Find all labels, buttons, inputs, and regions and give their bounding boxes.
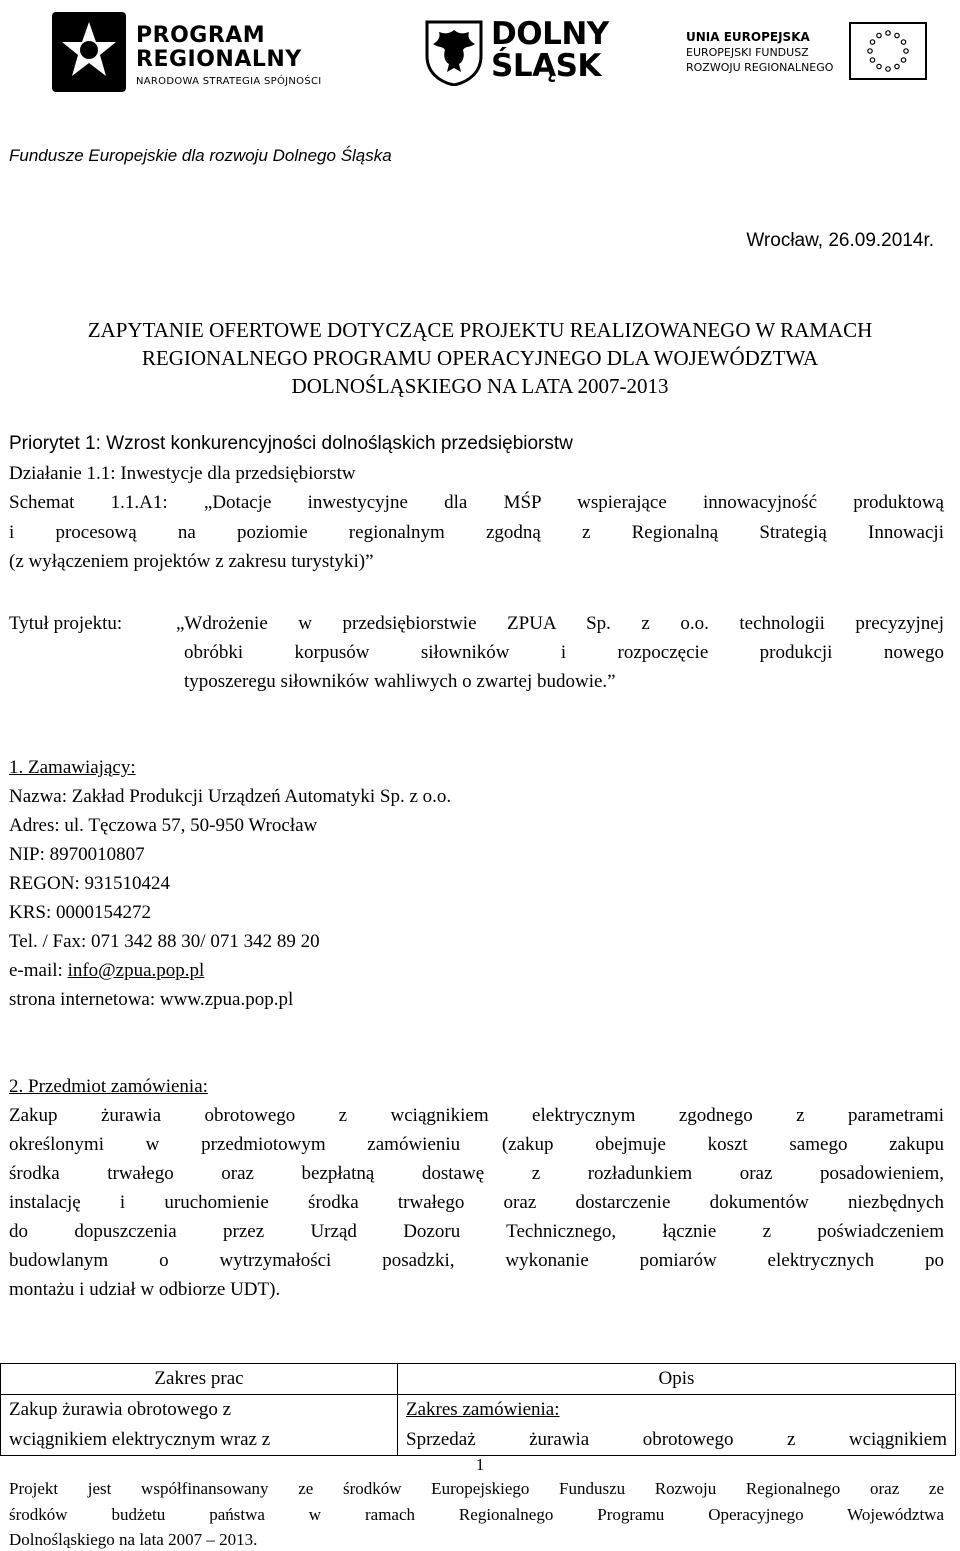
przedmiot-line-3: środka trwałego oraz bezpłatną dostawę z rozładunkiem oraz posadowieniem, (9, 1163, 944, 1184)
zamawiajacy-regon: REGON: 931510424 (9, 873, 170, 894)
footer-line-1: Projekt jest współfinansowany ze środków Europejskiego Funduszu Rozwoju Regionalnego oraz ze (9, 1479, 944, 1498)
tytul-label: Tytuł projektu: (9, 613, 123, 634)
przedmiot-line-5: do dopuszczenia przez Urząd Dozoru Technicznego, łącznie z poświadczeniem (9, 1221, 944, 1242)
eu-logo (686, 22, 938, 82)
przedmiot-line-6: budowlanym o wytrzymałości posadzki, wykonanie pomiarów elektrycznych po (9, 1250, 944, 1271)
przedmiot-line-4: instalację i uruchomienie środka trwałego oraz dostarczenie dokumentów niezbędnych (9, 1192, 944, 1213)
schemat-line-1: Schemat 1.1.A1: „Dotacje inwestycyjne dla MŚP wspierające innowacyjność produktową (9, 492, 944, 513)
dolny-slask-text: DOLNY ŚLĄSK (491, 16, 609, 84)
document-title: ZAPYTANIE OFERTOWE DOTYCZĄCE PROJEKTU REALIZOWANEGO W RAMACH REGIONALNEGO PROGRAMU OPERACYJNEGO DLA WOJEWÓDZTWA DOLNOŚLĄSKIEGO NA LATA 2007-2013 (87, 318, 873, 398)
table-header-row (1, 1364, 956, 1395)
zamawiajacy-tel: Tel. / Fax: 071 342 88 30/ 071 342 89 20 (9, 931, 320, 952)
table-row (1, 1395, 956, 1456)
priorytet-line: Priorytet 1: Wzrost konkurencyjności dolnośląskich przedsiębiorstw (9, 433, 573, 454)
program-logo-text: PROGRAM REGIONALNY (136, 23, 302, 72)
przedmiot-heading: 2. Przedmiot zamówienia: (9, 1076, 208, 1097)
eu-flag-icon (849, 22, 927, 80)
header-logos (0, 0, 960, 110)
tytul-line-2: obróbki korpusów siłowników i rozpoczęcie produkcji nowego (184, 642, 944, 663)
page-number: 1 (475, 1455, 485, 1474)
schemat-line-2: i procesową na poziomie regionalnym zgodną z Regionalną Strategią Innowacji (9, 522, 944, 543)
zamawiajacy-adres: Adres: ul. Tęczowa 57, 50-950 Wrocław (9, 815, 318, 836)
program-regionalny-logo (52, 12, 352, 97)
eagle-crest-icon (425, 20, 483, 86)
eu-logo-text: UNIA EUROPEJSKA EUROPEJSKI FUNDUSZ ROZWOJU REGIONALNEGO (686, 30, 834, 74)
zamawiajacy-www: strona internetowa: www.zpua.pop.pl (9, 989, 294, 1010)
przedmiot-line-2: określonymi w przedmiotowym zamówieniu (zakup obejmuje koszt samego zakupu (9, 1134, 944, 1155)
dzialanie-line: Działanie 1.1: Inwestycje dla przedsiębiorstw (9, 463, 356, 484)
przedmiot-line-1: Zakup żurawia obrotowego z wciągnikiem elektrycznym zgodnego z parametrami (9, 1105, 944, 1126)
document-date: Wrocław, 26.09.2014r. (746, 230, 934, 251)
tytul-line-3: typoszeregu siłowników wahliwych o zwartej budowie.” (184, 671, 616, 692)
przedmiot-line-7: montażu i udział w odbiorze UDT). (9, 1279, 281, 1300)
zamawiajacy-email-row (9, 960, 204, 982)
table-cell-opis: Zakres zamówienia: Sprzedaż żurawia obrotowego z wciągnikiem (398, 1395, 956, 1456)
dolny-slask-logo (425, 18, 615, 90)
tytul-line-1: „Wdrożenie w przedsiębiorstwie ZPUA Sp. z o.o. technologii precyzyjnej (176, 613, 944, 634)
program-star-icon (52, 12, 126, 92)
zamawiajacy-heading: 1. Zamawiający: (9, 757, 136, 778)
fund-line: Fundusze Europejskie dla rozwoju Dolnego Śląska (9, 146, 392, 165)
footer-line-3: Dolnośląskiego na lata 2007 – 2013. (9, 1530, 258, 1549)
table-cell-zakres: Zakup żurawia obrotowego z wciągnikiem elektrycznym wraz z (1, 1395, 398, 1456)
program-logo-subtext: NARODOWA STRATEGIA SPÓJNOŚCI (136, 76, 322, 87)
email-label: e-mail: (9, 960, 68, 981)
footer-line-2: środków budżetu państwa w ramach Regionalnego Programu Operacyjnego Województwa (9, 1505, 944, 1524)
zamawiajacy-krs: KRS: 0000154272 (9, 902, 151, 923)
zamawiajacy-nip: NIP: 8970010807 (9, 844, 145, 865)
email-link[interactable]: info@zpua.pop.pl (67, 960, 205, 981)
zamawiajacy-nazwa: Nazwa: Zakład Produkcji Urządzeń Automatyki Sp. z o.o. (9, 786, 452, 807)
table-header-opis: Opis (398, 1364, 956, 1395)
schemat-line-3: (z wyłączeniem projektów z zakresu turystyki)” (9, 551, 374, 572)
zakres-table (0, 1363, 956, 1456)
table-header-zakres: Zakres prac (1, 1364, 398, 1395)
